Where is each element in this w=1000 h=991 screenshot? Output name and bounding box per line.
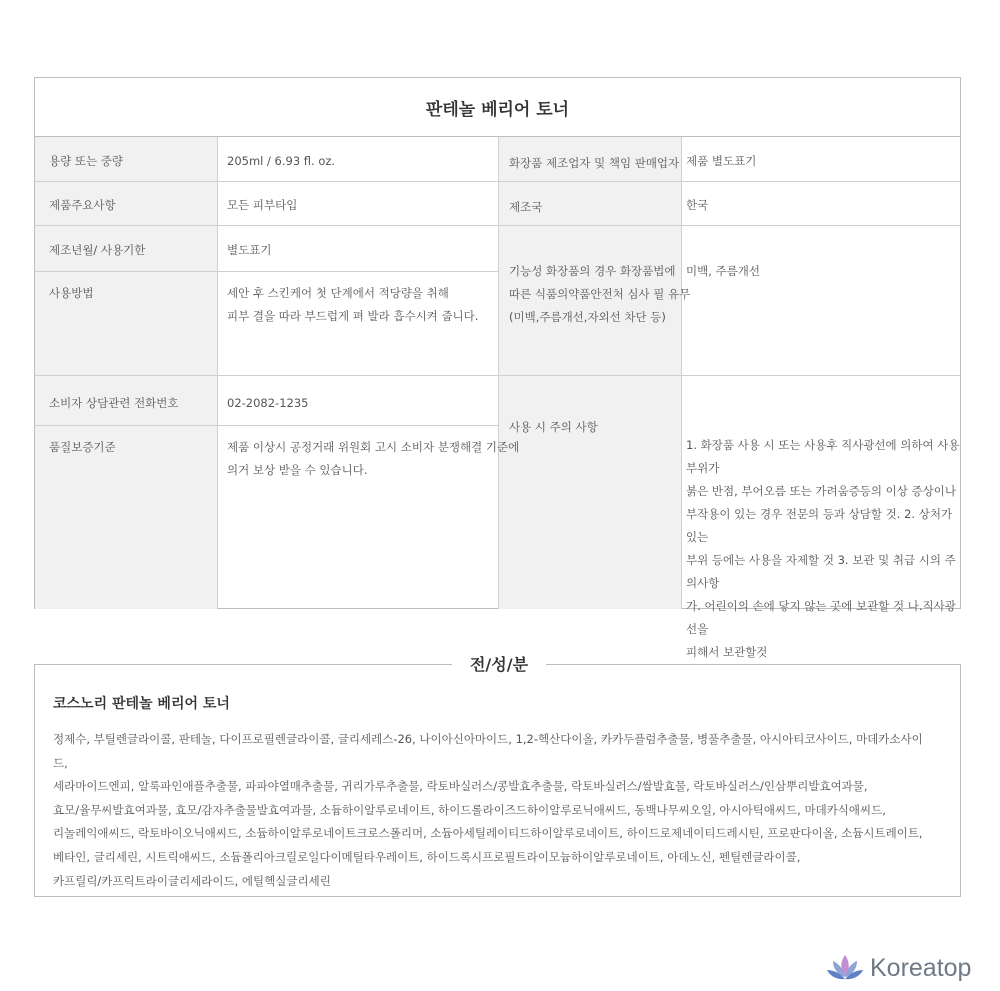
- quality-line: 제품 이상시 공정거래 위원회 고시 소비자 분쟁해결 기준에: [227, 440, 520, 454]
- functional-label-line: 기능성 화장품의 경우 화장품법에: [509, 264, 676, 278]
- functional-value: 미백, 주름개선: [686, 264, 760, 278]
- koreatop-logo: [826, 948, 971, 988]
- functional-label: [509, 260, 690, 329]
- manufacture-date-value: 별도표기: [227, 243, 272, 257]
- logo-text: Koreatop: [870, 953, 972, 982]
- lotus-icon: [826, 953, 864, 983]
- country-label: 제조국: [509, 200, 543, 214]
- phone-value: 02-2082-1235: [227, 396, 309, 410]
- volume-label: 용량 또는 중량: [49, 154, 123, 168]
- usage-value: [227, 282, 478, 328]
- precautions-line: 부위 등에는 사용을 자제할 것 3. 보관 및 취급 시의 주의사항: [686, 553, 956, 590]
- precautions-line: 1. 화장품 사용 시 또는 사용후 직사광선에 의하여 사용부위가: [686, 438, 960, 475]
- precautions-line: 붉은 반점, 부어오름 또는 가려움증등의 이상 증상이나: [686, 484, 956, 498]
- ingredients-title: 전/성/분: [452, 652, 546, 678]
- usage-line: 피부 결을 따라 부드럽게 펴 발라 흡수시켜 줍니다.: [227, 309, 479, 323]
- quality-label: 품질보증기준: [49, 440, 116, 454]
- country-value: 한국: [686, 198, 709, 212]
- divider: [217, 137, 218, 609]
- ingredients-list: [53, 728, 933, 893]
- ingredients-line: 정제수, 부틸렌글라이콜, 판테놀, 다이프로필렌글라이콜, 글리세레스-26, 나이아신아마이드, 1,2-헥산다이올, 카카두플럼추출물, 병풀추출물, 아시아티코사이드, 마데카소사이드,: [53, 732, 923, 770]
- ingredients-line: 베타인, 글리세린, 시트릭애씨드, 소듐폴리아크릴로일다이메틸타우레이트, 하이드록시프로필트라이모늄하이알루로네이트, 아데노신, 펜틸렌글라이콜,: [53, 849, 801, 864]
- functional-label-line: 따른 식품의약품안전처 심사 필 유무: [509, 287, 691, 301]
- precautions-line: 피해서 보관할것: [686, 645, 768, 659]
- main-features-value: 모든 피부타입: [227, 198, 298, 212]
- usage-line: 세안 후 스킨케어 첫 단계에서 적당량을 취해: [227, 286, 449, 300]
- product-info-title: 판테놀 베리어 토너: [35, 78, 960, 137]
- divider: [35, 375, 960, 376]
- divider: [35, 425, 498, 426]
- divider: [681, 137, 682, 609]
- ingredients-line: 효모/율무씨발효여과물, 효모/감자추출물발효여과물, 소듐하이알루로네이트, 하이드롤라이즈드하이알루로닉애씨드, 동백나무씨오일, 아시아틱애씨드, 마데카식애씨드,: [53, 802, 886, 817]
- precautions-line: 가. 어린이의 손에 닿지 않는 곳에 보관할 것 나.직사광선을: [686, 599, 956, 636]
- precautions-line: 부작용이 있는 경우 전문의 등과 상담할 것. 2. 상처가 있는: [686, 507, 953, 544]
- divider: [498, 137, 499, 609]
- precautions-label: 사용 시 주의 사항: [509, 420, 598, 434]
- ingredients-line: 세라마이드엔피, 알룩파인애플추출물, 파파야열매추출물, 귀리가루추출물, 락토바실러스/콩발효추출물, 락토바실러스/쌀발효물, 락토바실러스/인삼뿌리발효여과물,: [53, 779, 868, 794]
- usage-label: 사용방법: [49, 286, 94, 300]
- phone-label: 소비자 상담관련 전화번호: [49, 396, 179, 410]
- functional-label-line: (미백,주름개선,자외선 차단 등): [509, 310, 666, 324]
- ingredients-line: 카프릴릭/카프릭트라이글리세라이드, 에틸헥실글리세린: [53, 873, 331, 888]
- main-features-label: 제품주요사항: [49, 198, 116, 212]
- volume-value: 205ml / 6.93 fl. oz.: [227, 154, 336, 168]
- quality-line: 의거 보상 받을 수 있습니다.: [227, 463, 368, 477]
- divider: [35, 181, 960, 182]
- manufacture-date-label: 제조년월/ 사용기한: [49, 243, 146, 257]
- product-info-table: [34, 77, 961, 659]
- quality-value: [227, 436, 519, 482]
- divider: [35, 271, 498, 272]
- ingredients-product-name: 코스노리 판테놀 베리어 토너: [53, 696, 230, 712]
- precautions-value: [686, 434, 960, 664]
- divider: [35, 225, 960, 226]
- manufacturer-label: 화장품 제조업자 및 책임 판매업자: [509, 156, 680, 170]
- ingredients-line: 리놀레익애씨드, 락토바이오닉애씨드, 소듐하이알루로네이트크로스폴리머, 소듐아세틸레이티드하이알루로네이트, 하이드로제네이티드레시틴, 프로판다이올, 소듐시트레이트,: [53, 826, 923, 841]
- manufacturer-value: 제품 별도표기: [686, 154, 757, 168]
